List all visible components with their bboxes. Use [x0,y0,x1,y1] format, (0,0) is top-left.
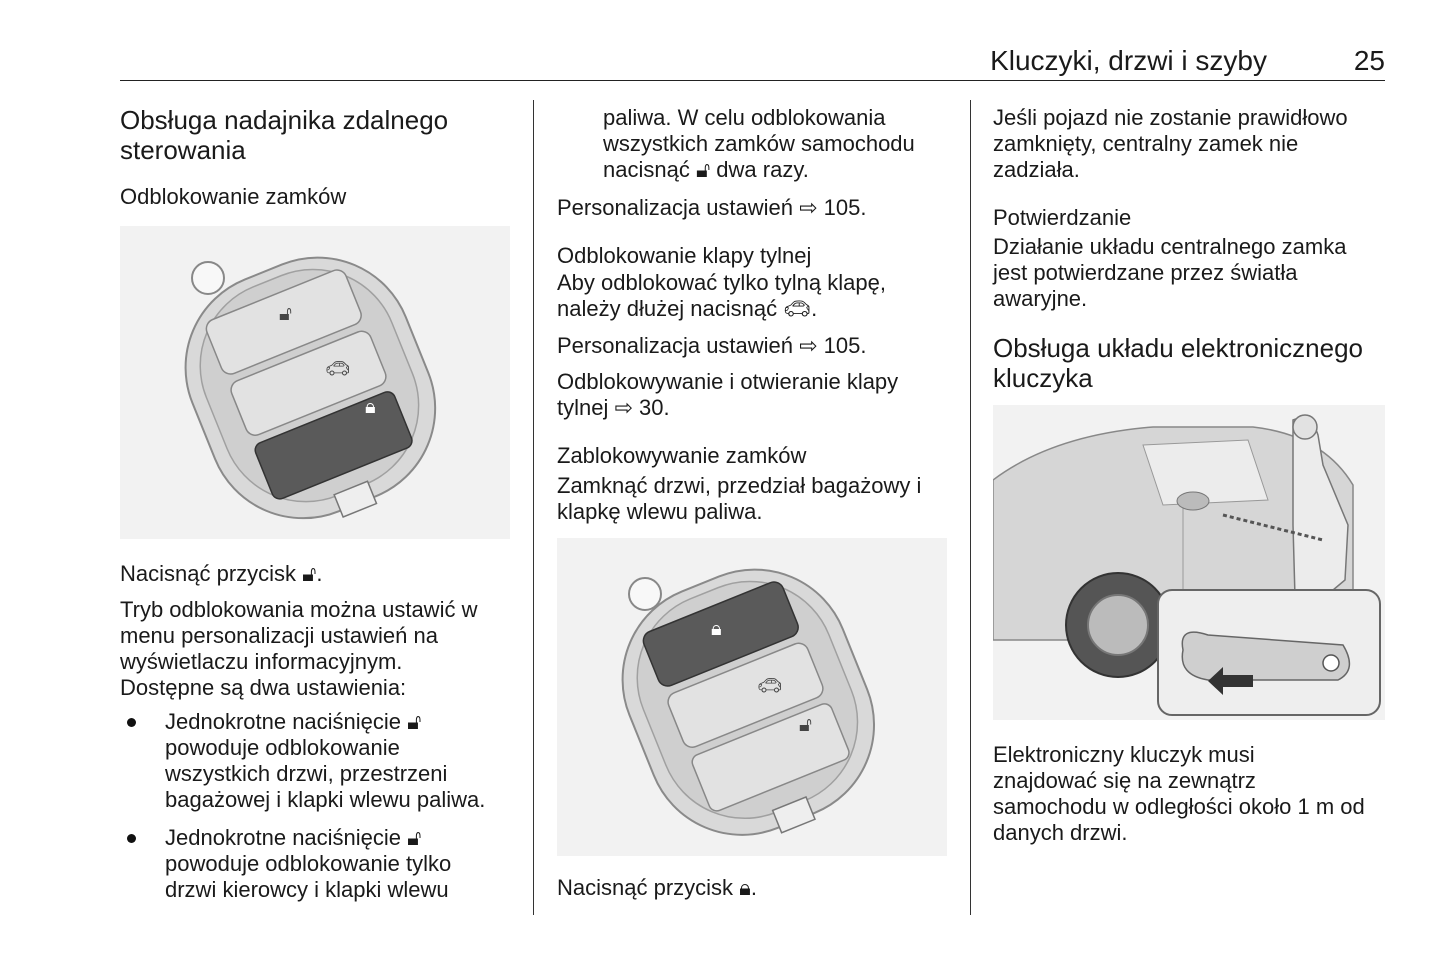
ekey-text: Elektroniczny kluczyk musi znajdować się na zewnątrz samochodu w odległości około 1 m od danych drzwi. [993,742,1365,845]
car-door-illustration [993,405,1385,720]
unlock-icon: 🔓︎ [799,714,812,736]
car-trunk-icon: 🚗︎ [757,675,783,697]
personalization-ref-2: Personalizacja ustawień ⇨ 105. [557,333,867,358]
key-fob-illustration-lock [557,538,947,856]
press-lock-text: Nacisnąć przycisk 🔒︎. [557,875,757,900]
column-divider-2 [970,100,971,915]
press-unlock-text: Nacisnąć przycisk 🔓︎. [120,561,323,586]
bullet-dot-2 [127,834,136,843]
key-fob-illustration-unlock [120,226,510,539]
bullet-item-2: Jednokrotne naciśnięcie 🔓︎ powoduje odblokowanie tylko drzwi kierowcy i klapki wlewu [165,825,452,902]
section-heading-ekey: Obsługa układu elektronicznego kluczyka [993,333,1364,393]
subheading-unlock: Odblokowanie zamków [120,184,347,209]
continued-text: paliwa. W celu odblokowania wszystkich zamków samochodu nacisnąć 🔓︎ dwa razy. [603,105,915,182]
page-header-title: Kluczyki, drzwi i szyby [990,45,1267,76]
subheading-lock: Zablokowywanie zamków [557,443,807,468]
bullet-dot-1 [127,718,136,727]
section-heading-remote: Obsługa nadajnika zdalnego sterowania [120,105,449,165]
bullet-item-1: Jednokrotne naciśnięcie 🔓︎ powoduje odblokowanie wszystkich drzwi, przestrzeni bagażowej i klapki wlewu paliwa. [165,709,486,812]
subheading-tailgate: Odblokowanie klapy tylnej [557,243,812,268]
confirm-text: Działanie układu centralnego zamka jest potwierdzane przez światła awaryjne. [993,234,1347,311]
tailgate-text: Aby odblokować tylko tylną klapę, należy dłużej nacisnąć 🚗︎. [557,270,886,321]
mode-text: Tryb odblokowania można ustawić w menu personalizacji ustawień na wyświetlaczu informacyjnym. Dostępne są dwa ustawienia: [120,597,478,700]
page-number: 25 [1353,45,1385,76]
subheading-confirm: Potwierdzanie [993,205,1132,230]
personalization-ref-1: Personalizacja ustawień ⇨ 105. [557,195,867,220]
lock-icon: 🔒︎ [365,396,376,418]
improper-lock-text: Jeśli pojazd nie zostanie prawidłowo zamknięty, centralny zamek nie zadziała. [993,105,1348,182]
column-divider-1 [533,100,534,915]
unlock-icon: 🔓︎ [279,303,292,325]
open-tailgate-text: Odblokowywanie i otwieranie klapy tylnej ⇨ 30. [557,369,899,420]
header-rule [120,80,1385,81]
lock-text: Zamknąć drzwi, przedział bagażowy i klapkę wlewu paliwa. [557,473,922,524]
lock-icon: 🔒︎ [711,618,722,640]
car-trunk-icon: 🚗︎ [325,358,351,380]
